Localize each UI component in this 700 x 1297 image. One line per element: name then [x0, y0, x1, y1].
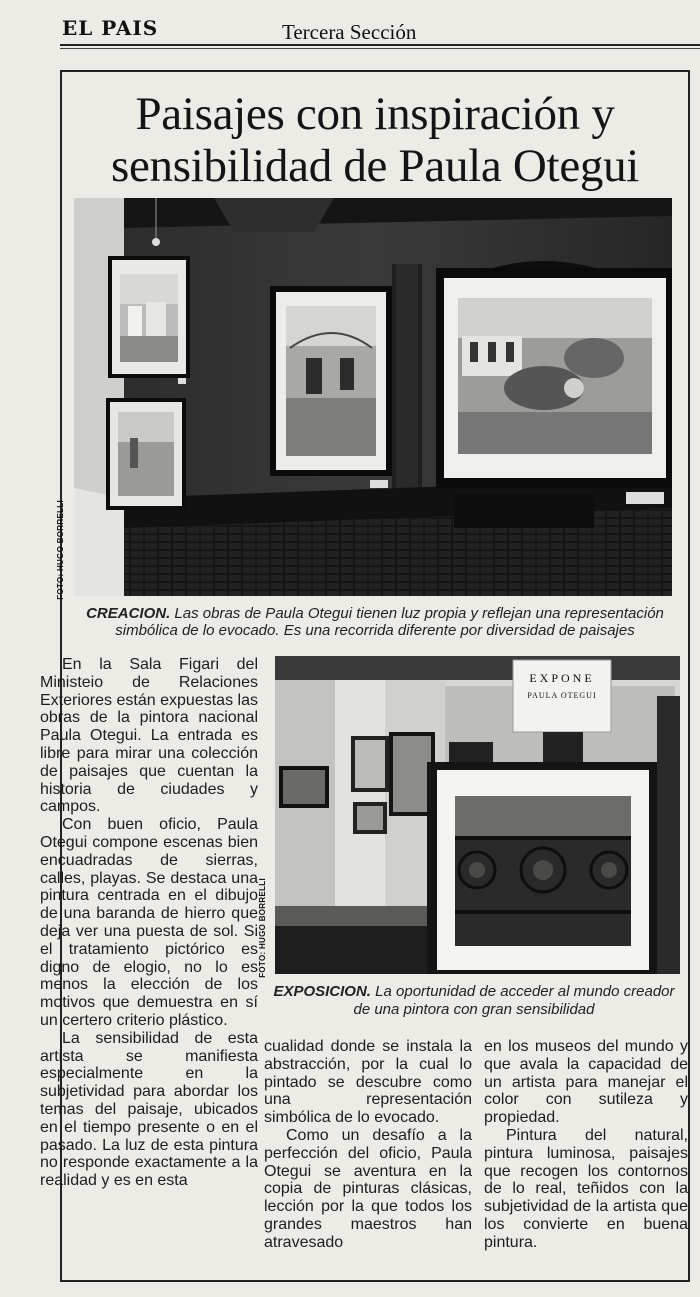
masthead	[60, 10, 700, 50]
exhibition-photo-drawing	[275, 656, 680, 974]
headline-line-1: Paisajes con inspiración y	[135, 88, 615, 140]
newspaper-logo: EL PAIS	[62, 16, 159, 40]
masthead-rule	[60, 44, 700, 46]
sign-line-1: EXPONE	[529, 671, 595, 685]
column-1-paragraph: La sensibilidad de esta artista se manifiesta especialmente en la subjetividad para abordar los temas del paisaje, ubicados en el tiempo presente o en el pasado. La luz de esta pintura no responde exactamente a la realidad y es en esta	[40, 1029, 258, 1190]
section-name: Tercera Sección	[282, 20, 417, 44]
photo-credit-1: FOTO: HUGO BORRELLI	[56, 500, 65, 600]
column-1-paragraph: Con buen oficio, Paula Otegui compone escenas bien encuadradas de sierras, calles, playas. Se destaca una pintura centrada en el dibujo de una baranda de hierro que deja ver una puesta de sol. Si el tratamiento pictórico es digno de elogio, no lo es menos la elección de los motivos que demuestra en sí un certero criterio plástico.	[40, 816, 258, 1029]
column-3-paragraph: Pintura del natural, pintura luminosa, paisajes que recogen los contornos de lo real, teñidos con la subjetividad de la artista que los convierte en buena pintura.	[484, 1126, 688, 1251]
photo-caption-2	[268, 983, 680, 1019]
gallery-photo-drawing	[74, 198, 672, 596]
column-1-paragraph: En la Sala Figari del Ministeio de Relaciones Exteriores están expuestas las obras de la pintora nacional Paula Otegui. La entrada es libre para mirar una colección de paisajes que cuentan la historia de ciudades y campos.	[40, 656, 258, 816]
photo-caption-1	[70, 605, 680, 639]
sign-line-2: PAULA OTEGUI	[527, 691, 597, 700]
gallery-photo	[74, 198, 672, 596]
article-column-1	[40, 656, 258, 1190]
article-column-2	[264, 1038, 472, 1252]
article-column-3	[484, 1038, 688, 1252]
caption-1-text: Las obras de Paula Otegui tienen luz propia y reflejan una representación simbólica de lo evocado. Es una recorrida diferente por diversidad de paisajes	[115, 605, 664, 639]
masthead-rule-thin	[60, 48, 700, 49]
column-2-paragraph: cualidad donde se instala la abstracción, por la cual lo pintado se descubre como una representación simbólica de lo evocado.	[264, 1038, 472, 1127]
photo-credit-2: FOTO: HUGO BORRELLI	[258, 878, 267, 978]
exhibition-photo	[275, 656, 680, 974]
caption-1-lead: CREACION.	[86, 605, 171, 622]
caption-2-text: La oportunidad de acceder al mundo creador de una pintora con gran sensibilidad	[353, 983, 675, 1018]
column-3-paragraph: en los museos del mundo y que avala la capacidad de un artista para manejar el color con sutileza y propiedad.	[484, 1038, 688, 1127]
caption-2-lead: EXPOSICION.	[273, 983, 371, 1000]
article-headline	[70, 88, 680, 192]
column-2-paragraph: Como un desafío a la perfección del oficio, Paula Otegui se aventura en la copia de pinturas clásicas, lección por la que todos los grandes maestros han atravesado	[264, 1126, 472, 1251]
headline-line-2: sensibilidad de Paula Otegui	[110, 140, 640, 192]
